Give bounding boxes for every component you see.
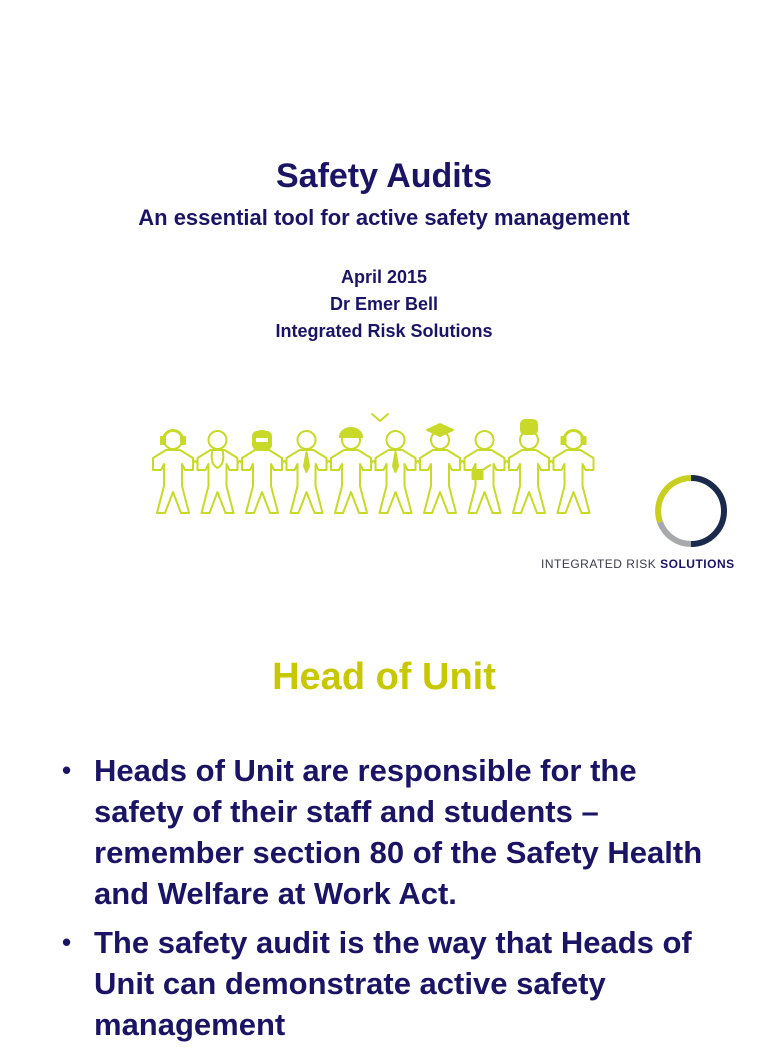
person-figure-headset — [153, 430, 198, 513]
person-figure-chef-hat — [509, 420, 554, 513]
person-figure-graduation-cap — [420, 424, 465, 513]
chevron-down-icon — [372, 414, 388, 421]
person-figure-tie — [376, 431, 421, 513]
irs-logo-ring — [652, 472, 730, 550]
slide-title: Safety Audits — [275, 157, 492, 195]
bullet-item — [62, 922, 722, 1045]
person-figure-headphones — [554, 430, 594, 513]
bullet-text: The safety audit is the way that Heads of Unit can demonstrate active safety management — [94, 925, 692, 1042]
irs-logo-text — [541, 557, 735, 571]
logo-ring-grey-segment — [660, 522, 691, 544]
content-slide — [0, 600, 768, 1042]
logo-ring-yellow-segment — [658, 478, 691, 522]
logo-text-main: INTEGRATED RISK — [541, 557, 661, 571]
logo-ring-navy-segment — [691, 478, 724, 511]
people-chain-illustration — [150, 408, 598, 520]
person-figure-toolbox — [465, 431, 510, 513]
presentation-author: Dr Emer Bell — [329, 294, 439, 314]
logo-ring-navy-segment-2 — [691, 511, 724, 544]
person-figure-welder-mask — [242, 431, 287, 513]
bullet-dot-icon: • — [62, 755, 72, 785]
person-figure-tie — [287, 431, 332, 513]
bullet-text: Heads of Unit are responsible for the safety of their staff and students – remember section 80 of the Safety Health and Welfare at Work Act. — [94, 753, 703, 911]
bullet-item — [62, 750, 722, 914]
presentation-organisation: Integrated Risk Solutions — [275, 321, 493, 341]
person-figure-stethoscope — [198, 431, 243, 513]
bullet-dot-icon: • — [62, 927, 72, 957]
slide-heading: Head of Unit — [272, 656, 496, 698]
bullet-list — [62, 750, 722, 1053]
presentation-date: April 2015 — [340, 267, 428, 287]
slide-subtitle: An essential tool for active safety management — [138, 205, 630, 230]
person-figure-hard-hat — [331, 428, 376, 513]
logo-text-bold: SOLUTIONS — [660, 557, 735, 571]
